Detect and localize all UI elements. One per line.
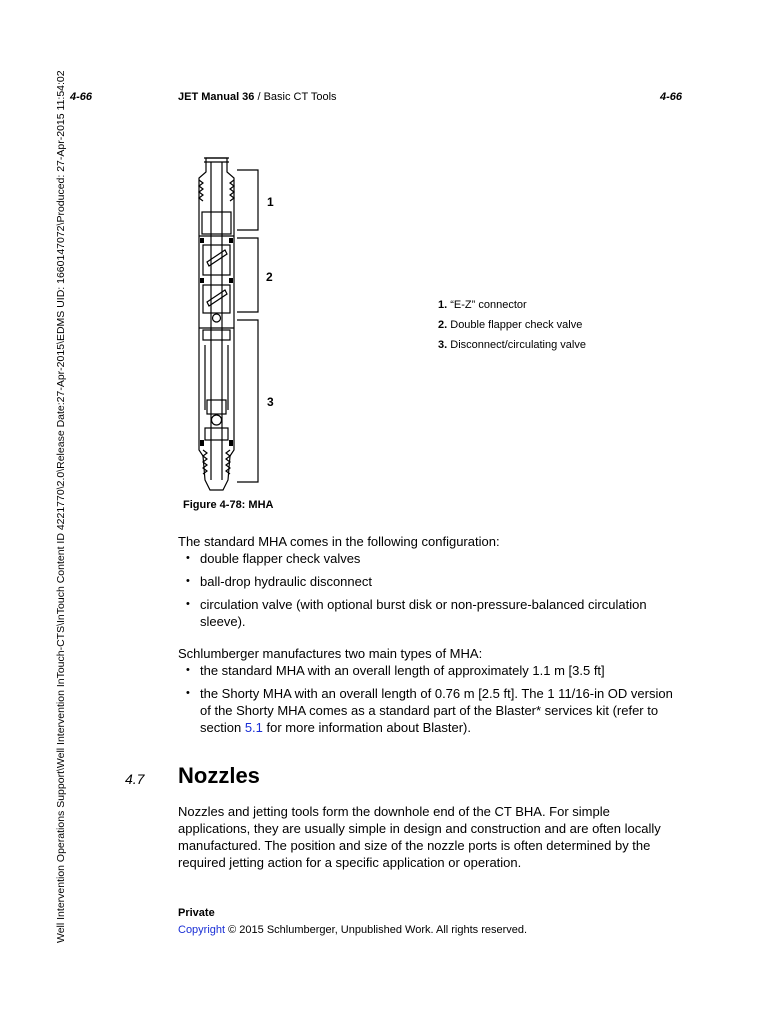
legend-number: 3.: [438, 339, 448, 351]
legend-item-1: [438, 299, 527, 311]
section-link[interactable]: 5.1: [244, 720, 263, 735]
document-metadata-sidebar: Well Intervention Operations Support\Well Intervention InTouch-CTS\InTouch Content ID 4221770\2.0\Release Date:27-Apr-2015\EDMS UID: 1660147072\Produced: 27-Apr-2015 11:54:02: [55, 70, 67, 943]
legend-text: Double flapper check valve: [447, 319, 583, 331]
types-list: [178, 662, 678, 736]
list-item: • the standard MHA with an overall length of approximately 1.1 m [3.5 ft]: [178, 662, 678, 679]
config-section: [178, 533, 678, 636]
page-number-right: 4-66: [660, 91, 683, 103]
footer-copyright: [178, 924, 527, 936]
manual-title: JET Manual 36: [178, 91, 255, 103]
page-number-left: 4-66: [70, 91, 93, 103]
legend-item-2: [438, 319, 582, 331]
legend-number: 1.: [438, 299, 448, 311]
config-list: [178, 550, 678, 630]
list-item-text: the Shorty MHA with an overall length of 0.76 m [2.5 ft]. The 1 11/16-in OD version of the Shorty MHA comes as a standard part of the Blaster* services kit (refer to section: [200, 686, 673, 735]
types-section: [178, 645, 678, 742]
copyright-text: © 2015 Schlumberger, Unpublished Work. All rights reserved.: [225, 924, 528, 936]
footer-private: Private: [178, 907, 215, 919]
mha-tool-drawing: [185, 150, 275, 495]
list-item: • circulation valve (with optional burst disk or non-pressure-balanced circulation sleeve).: [178, 596, 678, 630]
config-intro: The standard MHA comes in the following configuration:: [178, 534, 500, 549]
figure-callout-3: 3: [267, 395, 274, 409]
legend-number: 2.: [438, 319, 448, 331]
manual-subtitle: / Basic CT Tools: [254, 91, 337, 103]
copyright-link[interactable]: Copyright: [178, 924, 226, 936]
legend-text: “E-Z” connector: [447, 299, 527, 311]
figure-callout-1: 1: [267, 195, 274, 209]
section-title: Nozzles: [178, 763, 260, 788]
section-number: 4.7: [125, 771, 145, 787]
types-intro: Schlumberger manufactures two main types of MHA:: [178, 646, 483, 661]
figure-callout-2: 2: [266, 270, 273, 284]
figure-caption: Figure 4-78: MHA: [183, 499, 274, 511]
list-item: • ball-drop hydraulic disconnect: [178, 573, 678, 590]
legend-text: Disconnect/circulating valve: [447, 339, 586, 351]
section-paragraph: Nozzles and jetting tools form the downhole end of the CT BHA. For simple applications, they are usually simple in design and construction and are often locally manufactured. The position and size of the nozzle ports is often determined by the required jetting action for a specific application or operation.: [178, 804, 661, 870]
legend-item-3: [438, 339, 586, 351]
list-item: • double flapper check valves: [178, 550, 678, 567]
list-item-text: for more information about Blaster).: [262, 720, 471, 735]
running-header: [178, 91, 337, 103]
list-item: [178, 685, 678, 736]
